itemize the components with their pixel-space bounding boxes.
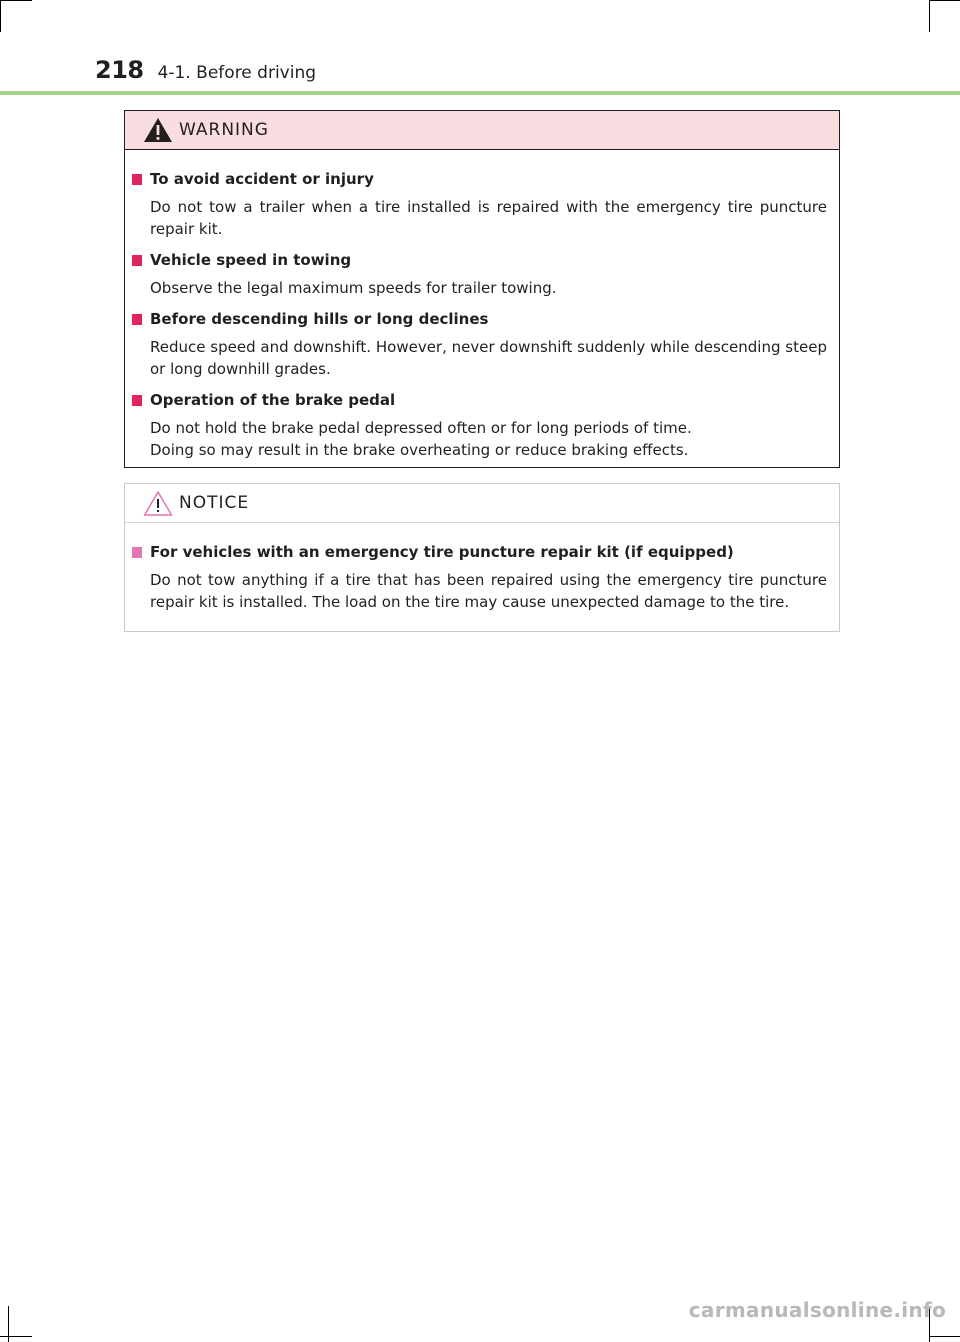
item-text — [150, 417, 827, 461]
item-title: Before descending hills or long declines — [150, 310, 489, 328]
item-line: Do not hold the brake pedal depressed often or for long periods of time. — [150, 419, 692, 437]
item-text: Observe the legal maximum speeds for trailer towing. — [150, 279, 557, 297]
square-bullet-icon — [132, 395, 142, 406]
square-bullet-icon — [132, 255, 142, 266]
item-title: Vehicle speed in towing — [150, 251, 352, 269]
page-header — [95, 56, 316, 88]
crop-mark — [0, 1336, 32, 1337]
item-text: Do not tow a trailer when a tire installed is repaired with the emergency tire puncture repair kit. — [150, 198, 827, 238]
crop-mark — [929, 0, 960, 1]
warning-item — [132, 308, 827, 380]
notice-label: NOTICE — [179, 493, 250, 513]
item-text: Do not tow anything if a tire that has been repaired using the emergency tire puncture repair kit is installed. The load on the tire may cause unexpected damage to the tire. — [150, 571, 827, 611]
warning-item — [132, 389, 827, 461]
item-title: To avoid accident or injury — [150, 170, 374, 188]
warning-item — [132, 168, 827, 240]
item-text: Reduce speed and downshift. However, never downshift suddenly while descending steep or long downhill grades. — [150, 338, 827, 378]
header-rule — [0, 91, 960, 95]
warning-item — [132, 249, 827, 299]
warning-box — [124, 110, 840, 468]
section-title: 4-1. Before driving — [157, 63, 317, 83]
warning-triangle-outline-icon — [143, 490, 173, 516]
item-title: For vehicles with an emergency tire puncture repair kit (if equipped) — [150, 543, 734, 561]
warning-label: WARNING — [179, 120, 269, 140]
square-bullet-icon — [132, 547, 142, 558]
item-line: Doing so may result in the brake overheating or reduce braking effects. — [150, 441, 689, 459]
crop-mark — [0, 0, 32, 1]
warning-header — [125, 111, 839, 150]
notice-body — [125, 523, 839, 613]
square-bullet-icon — [132, 174, 142, 185]
notice-box — [124, 483, 840, 632]
warning-triangle-filled-icon — [143, 117, 173, 143]
page-number: 218 — [95, 56, 144, 84]
watermark: carmanualsonline.info — [688, 1298, 946, 1322]
square-bullet-icon — [132, 314, 142, 325]
warning-body — [125, 150, 839, 461]
notice-item — [132, 541, 827, 613]
item-title: Operation of the brake pedal — [150, 391, 396, 409]
notice-header — [125, 484, 839, 523]
crop-mark — [929, 0, 930, 32]
crop-mark — [929, 1336, 960, 1337]
crop-mark — [0, 0, 1, 32]
